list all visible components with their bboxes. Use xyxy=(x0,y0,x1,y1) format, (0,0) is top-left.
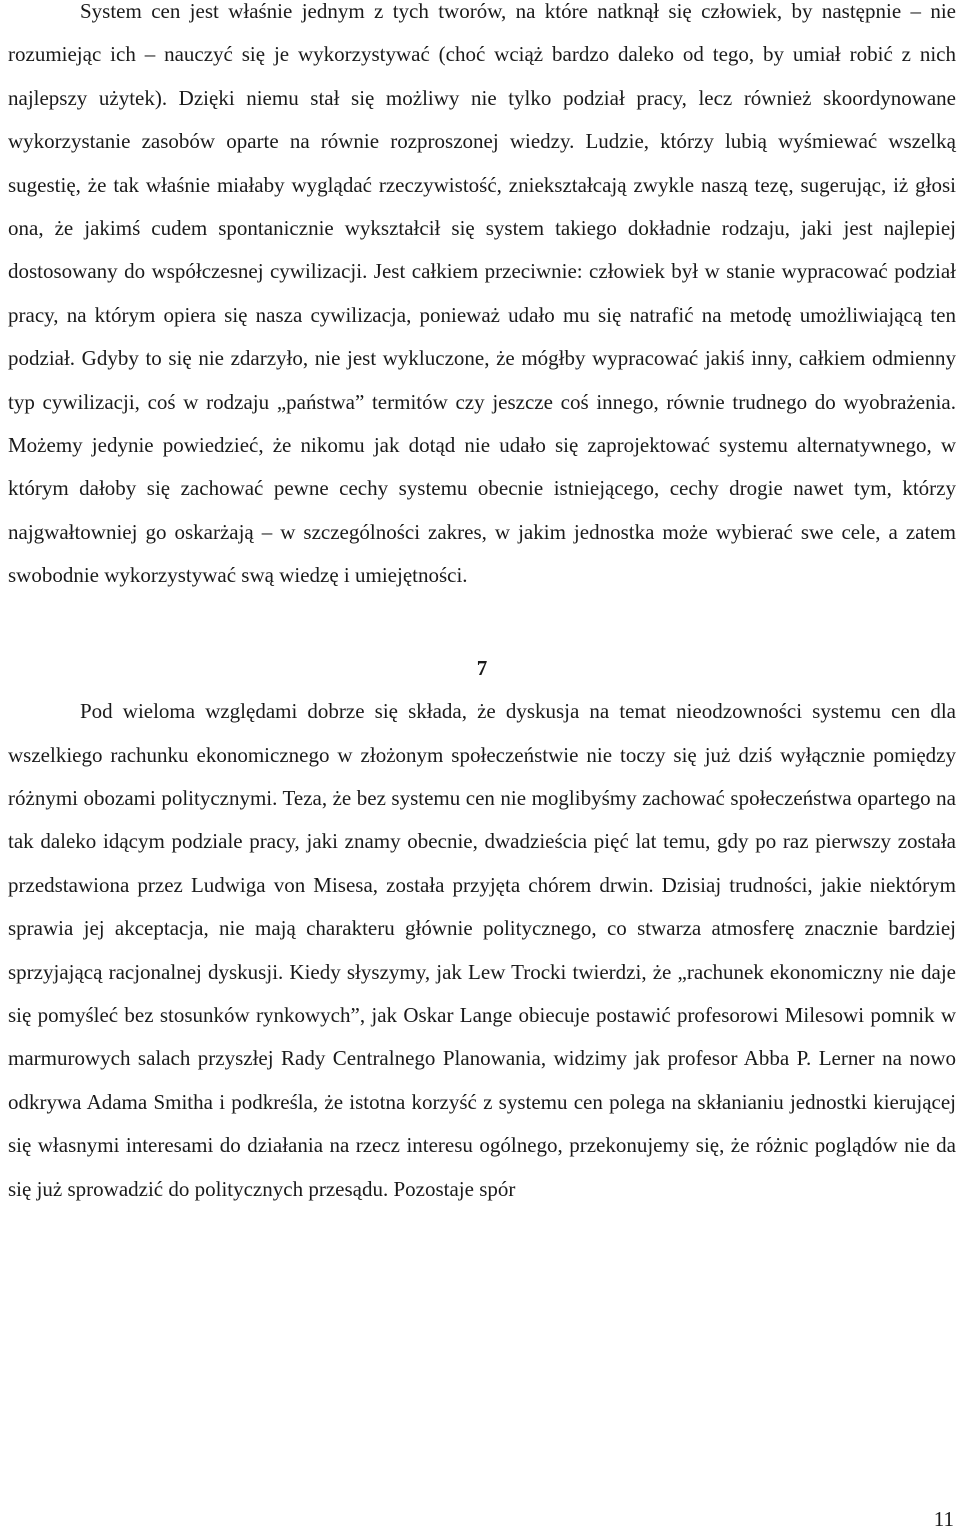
paragraph: Pod wieloma względami dobrze się składa, że dyskusja na temat nieodzowności systemu cen dla wszelkiego rachunku ekonomicznego w złożonym społeczeństwie nie toczy się już dziś wyłącznie pomiędzy różnymi obozami politycznymi. Teza, że bez systemu cen nie moglibyśmy zachować społeczeństwa opartego na tak daleko idącym podziale pracy, jaki znamy obecnie, dwadzieścia pięć lat temu, gdy po raz pierwszy została przedstawiona przez Ludwiga von Misesa, została przyjęta chórem drwin. Dzisiaj trudności, jakie niektórym sprawia jej akceptacja, nie mają charakteru głównie politycznego, co stwarza atmosferę znacznie bardziej sprzyjającą racjonalnej dyskusji. Kiedy słyszymy, jak Lew Trocki twierdzi, że „rachunek ekonomiczny nie daje się pomyśleć bez stosunków rynkowych”, jak Oskar Lange obiecuje postawić profesorowi Milesowi pomnik w marmurowych salach przyszłej Rady Centralnego Planowania, widzimy jak profesor Abba P. Lerner na nowo odkrywa Adama Smitha i podkreśla, że istotna korzyść z systemu cen polega na skłanianiu jednostki kierującej się własnymi interesami do działania na rzecz interesu ogólnego, przekonujemy się, że różnic poglądów nie da się już sprowadzić do politycznych przesądu. Pozostaje spór xyxy=(8,699,956,1201)
page-number: 11 xyxy=(933,1507,954,1531)
body-text xyxy=(8,0,956,1211)
paragraph: System cen jest właśnie jednym z tych tworów, na które natknął się człowiek, by następnie – nie rozumiejąc ich – nauczyć się je wykorzystywać (choć wciąż bardzo daleko od tego, by umiał robić z nich najlepszy użytek). Dzięki niemu stał się możliwy nie tylko podział pracy, lecz również skoordynowane wykorzystanie zasobów oparte na równie rozproszonej wiedzy. Ludzie, którzy lubią wyśmiewać wszelką sugestię, że tak właśnie miałaby wyglądać rzeczywistość, zniekształcają zwykle naszą tezę, sugerując, iż głosi ona, że jakimś cudem spontanicznie wykształcił się system takiego dokładnie rodzaju, jaki jest najlepiej dostosowany do współczesnej cywilizacji. Jest całkiem przeciwnie: człowiek był w stanie wypracować podział pracy, na którym opiera się nasza cywilizacja, ponieważ udało mu się natrafić na metodę umożliwiającą ten podział. Gdyby to się nie zdarzyło, nie jest wykluczone, że mógłby wypracować jakiś inny, całkiem odmienny typ cywilizacji, coś w rodzaju „państwa” termitów czy jeszcze coś innego, równie trudnego do wyobrażenia. Możemy jedynie powiedzieć, że nikomu jak dotąd nie udało się zaprojektować systemu alternatywnego, w którym dałoby się zachować pewne cechy systemu obecnie istniejącego, cechy drogie nawet tym, którzy najgwałtowniej go oskarżają – w szczególności zakres, w jakim jednostka może wybierać swe cele, a zatem swobodnie wykorzystywać swą wiedzę i umiejętności. xyxy=(8,0,956,588)
section-number: 7 xyxy=(476,655,488,680)
